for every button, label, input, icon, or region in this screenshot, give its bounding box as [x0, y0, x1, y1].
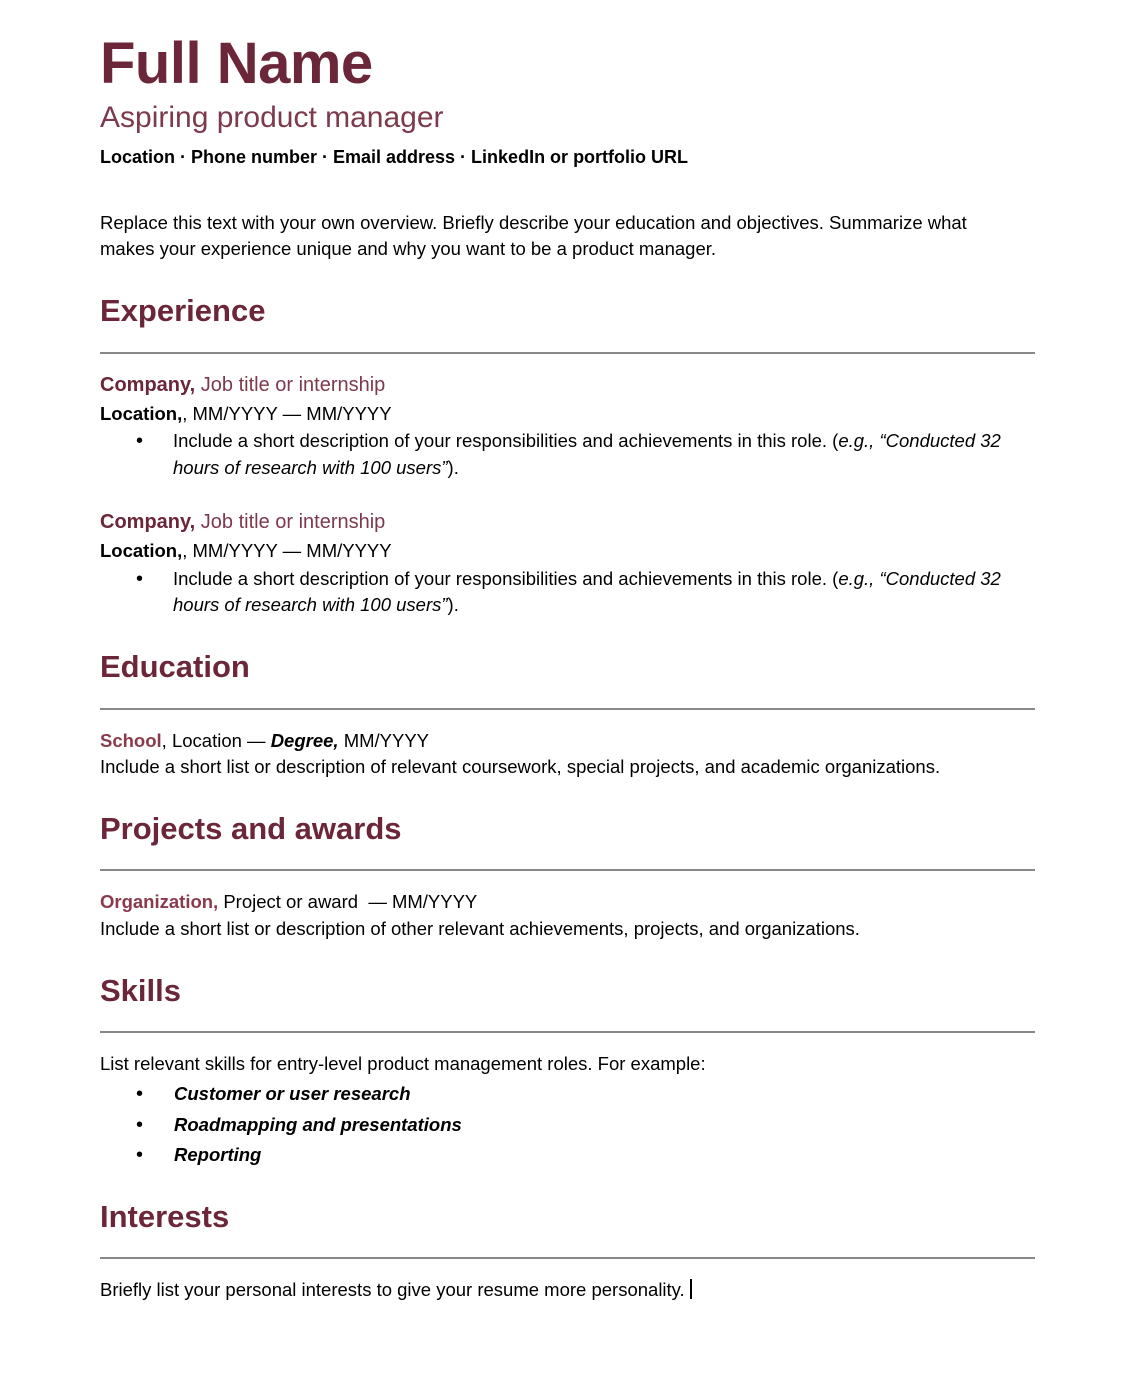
project-detail: Project or award — MM/YYYY [218, 891, 478, 913]
job-title: Job title or internship [200, 373, 386, 396]
company-separator: , [189, 511, 201, 533]
interests-text: Briefly list your personal interests to give your resume more personality. [100, 1279, 685, 1301]
bullet-quote-text: “Conducted 32 hours of research with 100 users” [173, 567, 1001, 616]
education-entry-line [100, 728, 1020, 754]
school-name: School [100, 729, 162, 751]
bullet-quote-text: “Conducted 32 hours of research with 100 users” [173, 430, 1001, 478]
degree-name: Degree, [270, 729, 339, 751]
bullet-lead-text: Include a short description of your responsibilities and achievements in this role. ( [173, 430, 839, 452]
list-item: • Customer or user research [100, 1081, 1036, 1107]
section-heading-skills: Skills [100, 972, 181, 1008]
section-divider-projects [100, 869, 1035, 871]
list-item [100, 566, 1036, 619]
job-dates: , MM/YYYY — MM/YYYY [182, 402, 392, 424]
organization-name: Organization, [100, 891, 219, 913]
summary-paragraph: Replace this text with your own overview. Briefly describe your education and objectives. Summarize what makes your experience unique and why you want to be a product manager. [100, 211, 967, 260]
education-date: MM/YYYY [338, 729, 430, 751]
project-entry-line [100, 889, 1020, 915]
page-title: Full Name [100, 31, 373, 96]
education-description: Include a short list or description of relevant coursework, special projects, and academic organizations. [100, 755, 941, 777]
skills-intro: List relevant skills for entry-level product management roles. For example: [100, 1053, 706, 1075]
bullet-tail-text: ). [447, 594, 459, 616]
experience-bullet-list [100, 566, 1036, 619]
experience-entry [100, 372, 1036, 481]
experience-meta-line [100, 538, 1036, 564]
company-separator: , [189, 373, 201, 396]
job-location: Location, [100, 402, 183, 424]
section-divider-experience [100, 352, 1035, 354]
bullet-tail-text: ). [447, 456, 459, 478]
section-heading-interests: Interests [100, 1199, 230, 1235]
section-heading-experience: Experience [100, 293, 266, 329]
skills-list [100, 1081, 1036, 1168]
experience-title-line [100, 509, 1036, 536]
company-name: Company [100, 373, 190, 396]
bullet-lead-text: Include a short description of your responsibilities and achievements in this role. ( [173, 567, 839, 589]
experience-meta-line [100, 401, 1036, 427]
experience-title-line [100, 372, 1036, 399]
resume-document[interactable] [100, 0, 1036, 1304]
job-location: Location, [100, 540, 183, 561]
section-heading-projects: Projects and awards [100, 811, 402, 847]
project-description: Include a short list or description of other relevant achievements, projects, and organizations. [100, 917, 860, 939]
interests-text-line[interactable] [100, 1277, 1020, 1303]
contact-line: Location · Phone number · Email address · LinkedIn or portfolio URL [100, 147, 689, 168]
job-dates: , MM/YYYY — MM/YYYY [182, 540, 392, 561]
company-name: Company [100, 511, 190, 533]
experience-entry [100, 509, 1036, 618]
bullet-eg-text: e.g., [838, 567, 875, 589]
list-item [100, 428, 1036, 481]
experience-bullet-list [100, 428, 1036, 481]
list-item: • Reporting [100, 1142, 1036, 1168]
text-cursor-caret [690, 1279, 692, 1299]
bullet-eg-text: e.g., [838, 430, 875, 452]
list-item: • Roadmapping and presentations [100, 1112, 1036, 1138]
section-divider-education [100, 708, 1035, 710]
section-heading-education: Education [100, 649, 250, 685]
education-location: , Location — [161, 729, 271, 751]
resume-subtitle: Aspiring product manager [100, 101, 444, 135]
section-divider-interests [100, 1257, 1035, 1259]
section-divider-skills [100, 1031, 1035, 1033]
job-title: Job title or internship [200, 511, 386, 533]
